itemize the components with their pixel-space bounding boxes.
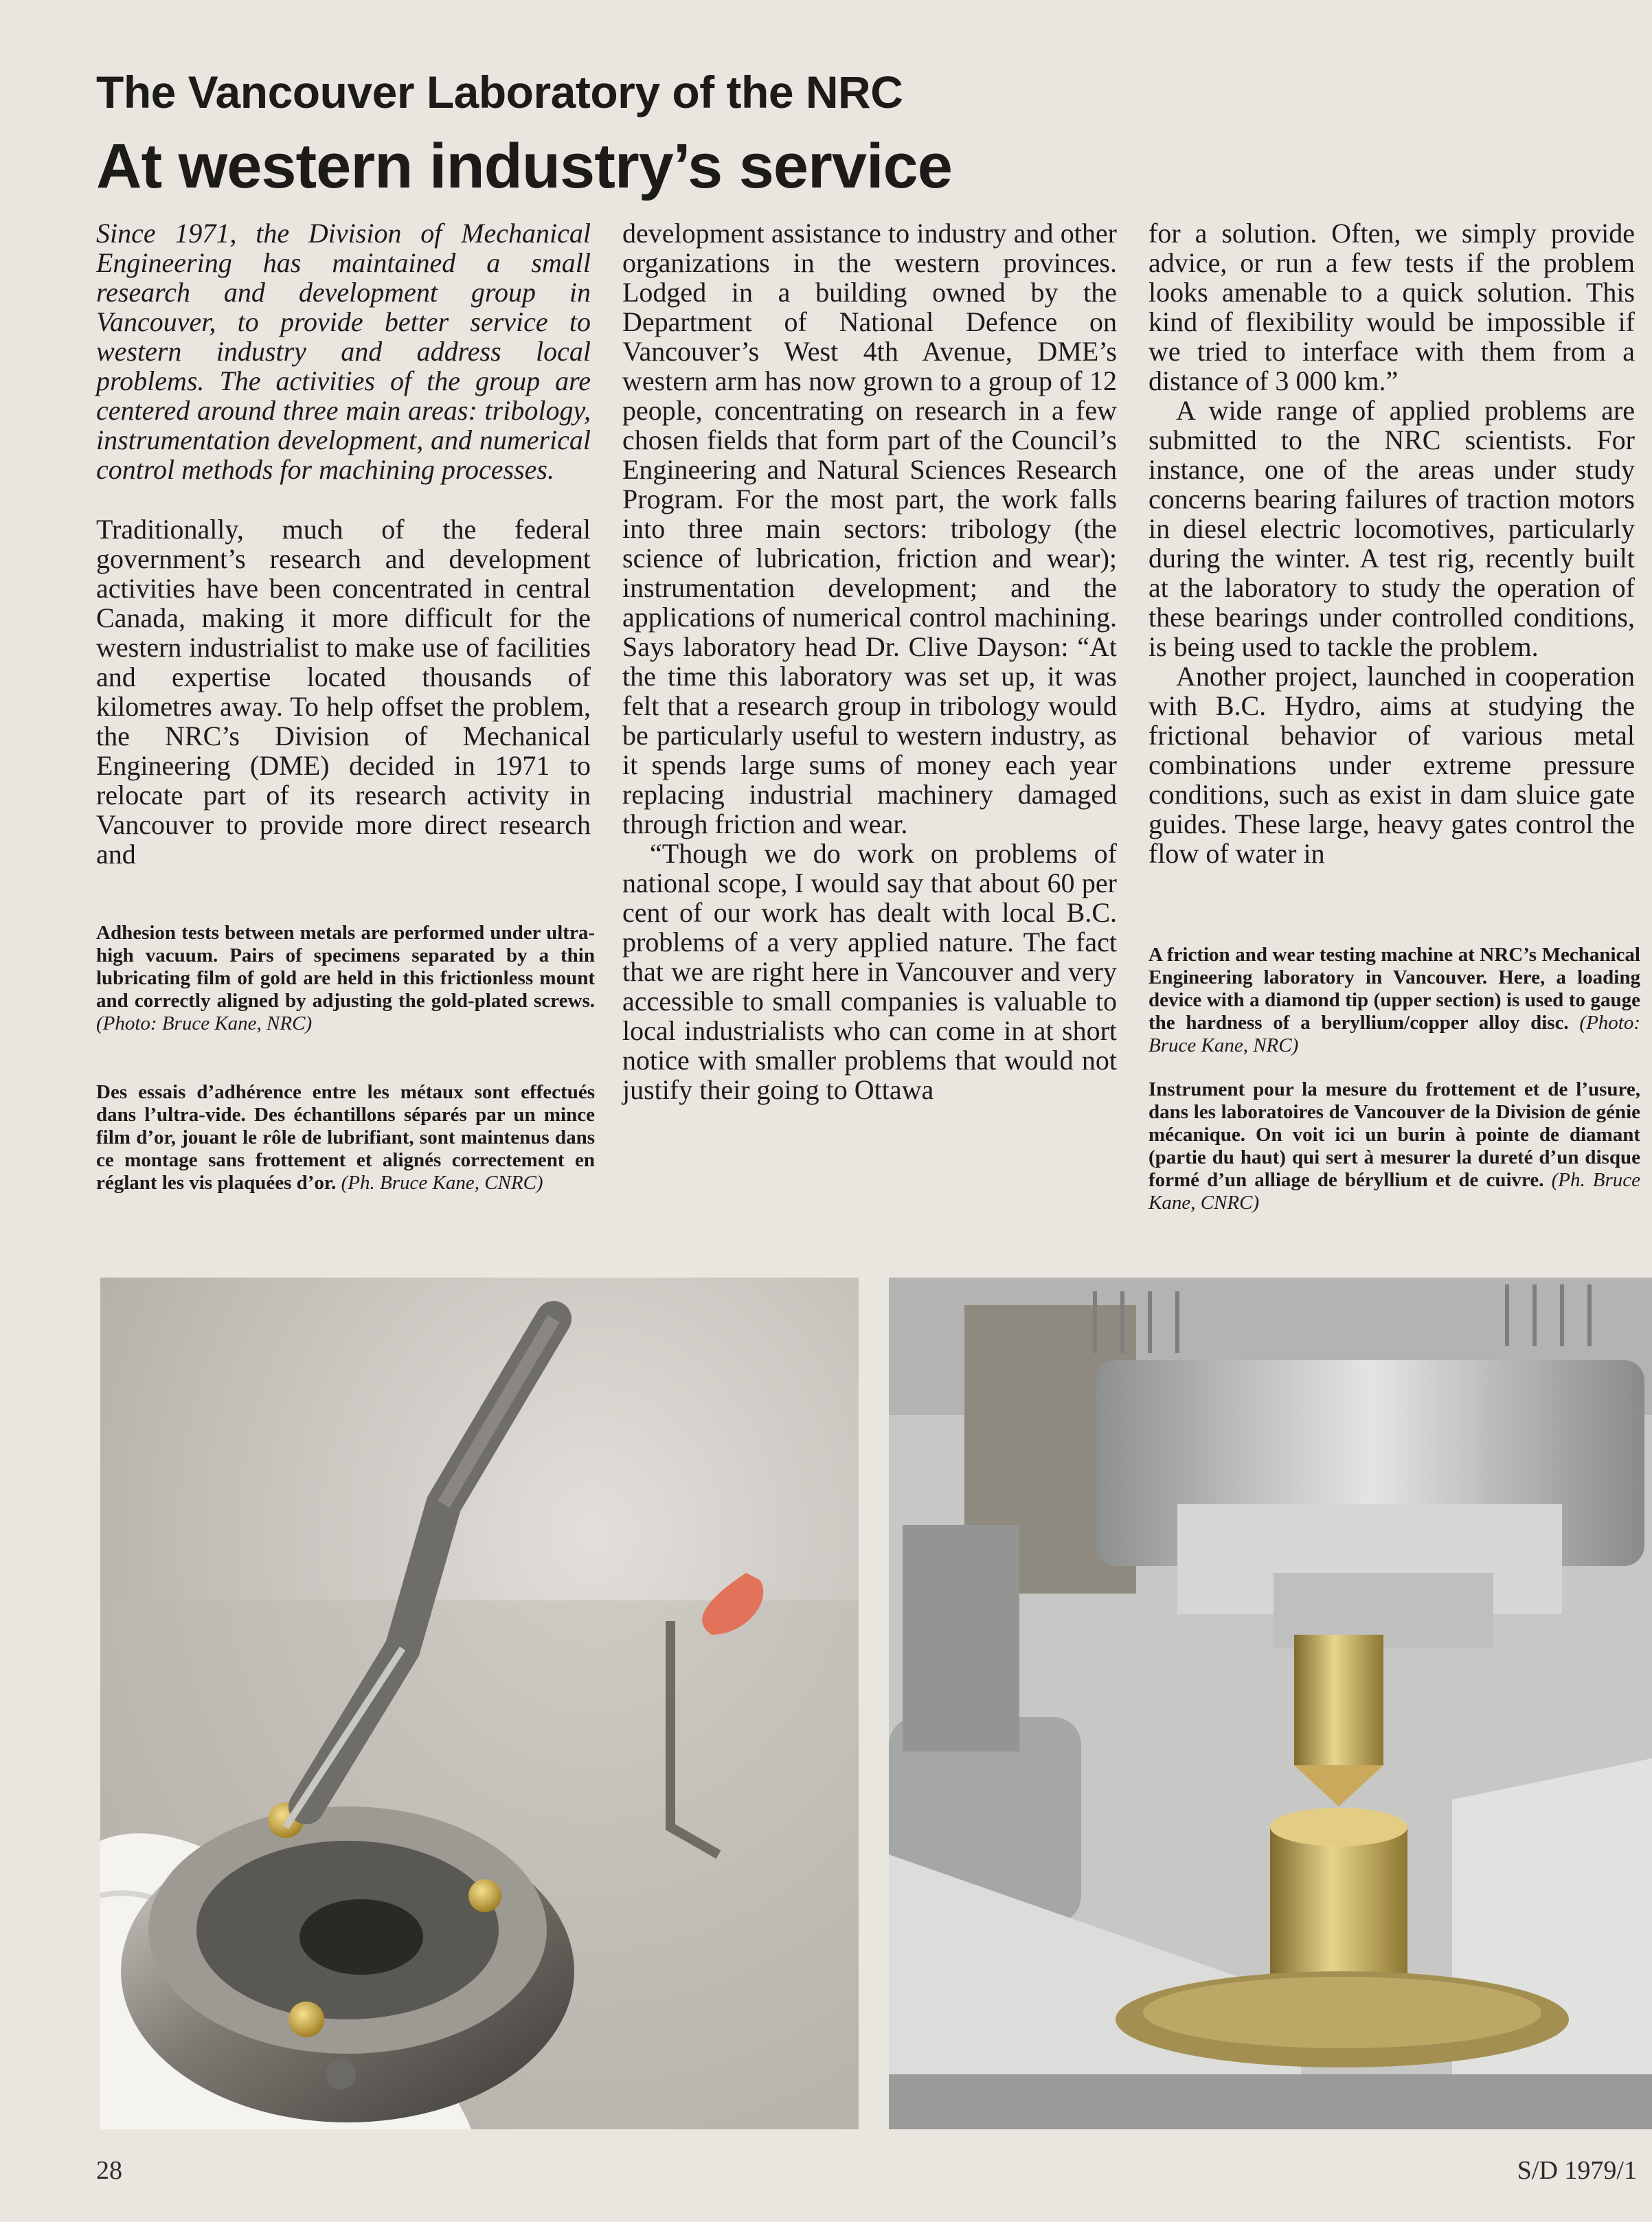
photo-caption-right-french [1149, 1078, 1640, 1214]
issue-reference: S/D 1979/1 [1517, 2156, 1637, 2185]
quote-paragraph: “Though we do work on problems of national scope, I would say that about 60 per cent of our work has dealt with local B.C. problems of a very applied nature. The fact that we are right here in Vancouver and very accessible to small companies is valuable to local industrialists who can come in at short notice with smaller problems that would not justify their going to Ottawa [622, 838, 1117, 1105]
article-kicker: The Vancouver Laboratory of the NRC [96, 67, 903, 117]
body-paragraph: for a solution. Often, we simply provide advice, or run a few tests if the problem looks amenable to a quick solution. This kind of flexibility would be impossible if we tried to interface with them from a distance of 3 000 km.” [1149, 218, 1635, 396]
adhesion-test-photo [100, 1278, 859, 2129]
text-column-2 [622, 218, 1117, 1104]
body-paragraph: Traditionally, much of the federal government’s research and development activities have been concentrated in central Canada, making it more difficult for the western industrialist to make use of facilities and expertise located thousands of kilometres away. To help offset the problem, the NRC’s Division of Mechanical Engineering (DME) decided in 1971 to relocate part of its research activity in Vancouver to provide more direct research and [96, 514, 591, 870]
caption-text: Instrument pour la mesure du frottement et de l’usure, dans les laboratoires de Vancouver de la Division de génie mécanique. On voit ici un burin à pointe de diamant (partie du haut) qui sert à mesurer la dureté d’un disque formé d’un alliage de béryllium et de cuivre. [1149, 1078, 1640, 1191]
photo-credit: (Ph. Bruce Kane, CNRC) [341, 1172, 543, 1194]
friction-machine-illustration [889, 1278, 1652, 2129]
body-paragraph: development assistance to industry and other organizations in the western provinces. Lodged in a building owned by the Department of National Defence on Vancouver’s West 4th Avenue, DME’s western arm has now grown to a group of 12 people, concentrating on research in a few chosen fields that form part of the Council’s Engineering and Natural Sciences Research Program. For the most part, the work falls into three main sectors: tribology (the science of lubrication, friction and wear); instrumentation development; and the applications of numerical control machining. Says laboratory head Dr. Clive Dayson: “At the time this laboratory was set up, it was felt that a research group in tribology would be particularly useful to western industry, as it spends large sums of money each year replacing industrial machinery damaged through friction and wear. [622, 218, 1117, 839]
photo-credit: (Photo: Bruce Kane, NRC) [1149, 1012, 1640, 1056]
caption-text: A friction and wear testing machine at NRC’s Mechanical Engineering laboratory in Vancouver. Here, a loading device with a diamond tip (upper section) is used to gauge the hardness of a beryllium/copper alloy disc. [1149, 944, 1640, 1034]
body-paragraph: A wide range of applied problems are submitted to the NRC scientists. For instance, one of the areas under study concerns bearing failures of traction motors in diesel electric locomotives, particularly during the winter. A test rig, recently built at the laboratory to study the operation of these bearings under controlled conditions, is being used to tackle the problem. [1149, 395, 1635, 662]
photo-caption-left-french [96, 1081, 595, 1194]
caption-text: Adhesion tests between metals are performed under ultra-high vacuum. Pairs of specimens separated by a thin lubricating film of gold are held in this frictionless mount and correctly aligned by adjusting the gold-plated screws. [96, 922, 595, 1012]
adhesion-test-illustration [100, 1278, 859, 2129]
text-column-1 [96, 218, 591, 869]
text-column-3 [1149, 218, 1635, 868]
friction-machine-photo [889, 1278, 1652, 2129]
body-paragraph: Another project, launched in cooperation with B.C. Hydro, aims at studying the frictional behavior of various metal combinations under extreme pressure conditions, such as exist in dam sluice gate guides. These large, heavy gates control the flow of water in [1149, 661, 1635, 869]
caption-text: Des essais d’adhérence entre les métaux sont effectués dans l’ultra-vide. Des échantillons séparés par un mince film d’or, jouant le rôle de lubrifiant, sont maintenus dans ce montage sans frottement et alignés correctement en réglant les vis plaquées d’or. [96, 1081, 595, 1194]
photo-credit: (Ph. Bruce Kane, CNRC) [1149, 1169, 1641, 1214]
article-title: At western industry’s service [96, 131, 952, 201]
page-number: 28 [96, 2156, 122, 2185]
photo-caption-right-english [1149, 944, 1640, 1057]
photo-caption-left-english [96, 922, 595, 1035]
photo-credit: (Photo: Bruce Kane, NRC) [96, 1012, 313, 1034]
show-through-text [1140, 55, 1652, 213]
intro-paragraph: Since 1971, the Division of Mechanical Engineering has maintained a small research and development group in Vancouver, to provide better service to western industry and address local problems. The activities of the group are centered around three main areas: tribology, instrumentation development, and numerical control methods for machining processes. [96, 218, 591, 485]
